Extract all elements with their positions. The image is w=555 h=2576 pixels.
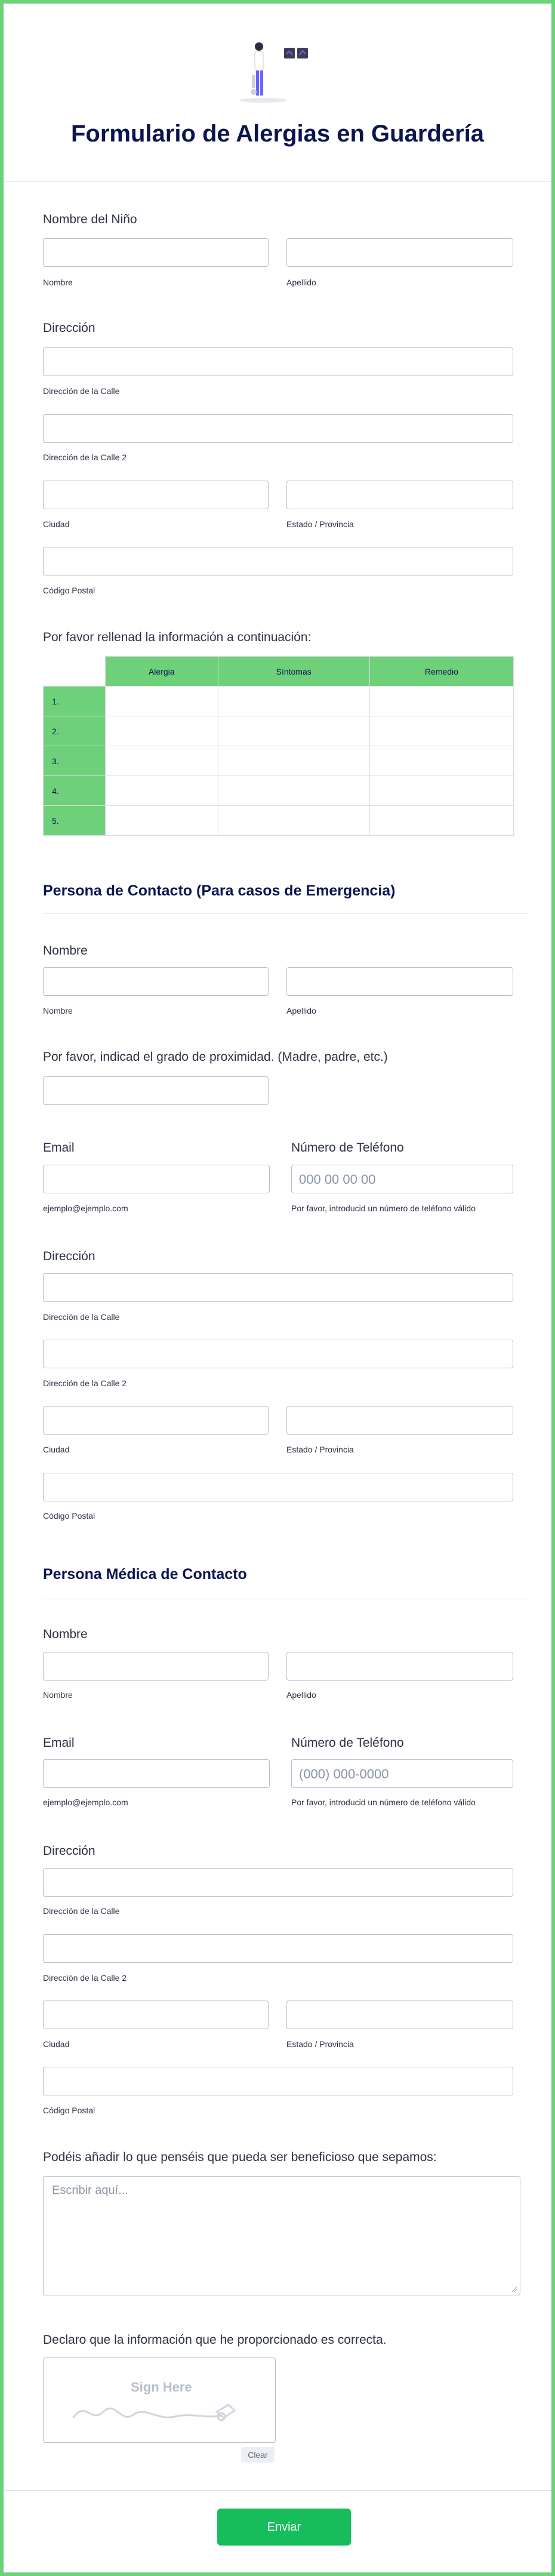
table-cell-input[interactable] [369,776,513,806]
relation-input[interactable] [43,1076,269,1105]
notes-placeholder: Escribir aquí... [52,2184,128,2197]
table-row [44,806,514,836]
medical-email-sublabel: ejemplo@ejemplo.com [43,1798,128,1807]
medical-state-sublabel: Estado / Provincia [286,2039,354,2049]
emergency-street2-input[interactable] [43,1340,513,1368]
emergency-zip-sublabel: Código Postal [43,1511,95,1521]
medical-last-name-input[interactable] [286,1652,513,1681]
header-divider [4,181,551,182]
table-cell-input[interactable] [218,776,369,806]
table-cell-input[interactable] [218,716,369,746]
table-cell-input[interactable] [218,746,369,776]
emergency-name-label: Nombre [43,944,88,958]
medical-section-title: Persona Médica de Contacto [43,1566,247,1583]
column-header-remedy: Remedio [369,657,513,687]
street-sublabel: Dirección de la Calle [43,386,120,396]
emergency-street-input[interactable] [43,1273,513,1302]
medical-first-sublabel: Nombre [43,1690,73,1700]
table-cell-input[interactable] [106,716,218,746]
medical-address-label: Dirección [43,1844,95,1858]
emergency-phone-input[interactable]: 000 00 00 00 [291,1165,513,1193]
emergency-phone-sublabel: Por favor, introducid un número de teléfono válido [291,1204,476,1213]
medical-city-sublabel: Ciudad [43,2039,70,2049]
medical-state-input[interactable] [286,2001,513,2029]
column-header-allergy: Alergia [106,657,218,687]
table-cell-input[interactable] [369,716,513,746]
emergency-email-label: Email [43,1141,75,1155]
zip-sublabel: Código Postal [43,586,95,595]
table-row [44,776,514,806]
emergency-state-sublabel: Estado / Provincia [286,1445,354,1454]
emergency-first-name-input[interactable] [43,967,269,996]
emergency-street-sublabel: Dirección de la Calle [43,1312,120,1322]
page-title: Formulario de Alergias en Guardería [70,121,485,147]
emergency-zip-input[interactable] [43,1473,513,1501]
table-cell-input[interactable] [369,806,513,836]
child-last-name-sublabel: Apellido [286,278,316,287]
medical-last-sublabel: Apellido [286,1690,316,1700]
emergency-section-title: Persona de Contacto (Para casos de Emergencia) [43,882,396,899]
doctor-illustration-icon [236,39,326,105]
resize-handle-icon[interactable] [510,2285,517,2292]
medical-zip-sublabel: Código Postal [43,2106,95,2115]
medical-zip-input[interactable] [43,2067,513,2095]
table-cell-input[interactable] [106,776,218,806]
table-row [44,746,514,776]
medical-phone-sublabel: Por favor, introducid un número de teléfono válido [291,1798,476,1807]
table-cell-input[interactable] [369,746,513,776]
signature-placeholder: Sign Here [131,2380,192,2395]
medical-name-label: Nombre [43,1627,88,1641]
medical-street-input[interactable] [43,1868,513,1897]
row-header: 2. [44,716,106,746]
emergency-divider [43,913,528,914]
emergency-street2-sublabel: Dirección de la Calle 2 [43,1378,127,1388]
emergency-state-input[interactable] [286,1406,513,1435]
submit-button[interactable]: Enviar [217,2509,351,2546]
child-last-name-input[interactable] [286,238,513,267]
footer-divider [4,2490,551,2491]
emergency-city-sublabel: Ciudad [43,1445,70,1454]
medical-street-sublabel: Dirección de la Calle [43,1906,120,1916]
medical-phone-input[interactable]: (000) 000-0000 [291,1759,513,1788]
emergency-address-label: Dirección [43,1249,95,1263]
medical-first-name-input[interactable] [43,1652,269,1681]
allergy-table [43,656,514,836]
address-label: Dirección [43,321,95,335]
medical-city-input[interactable] [43,2001,269,2029]
emergency-phone-label: Número de Teléfono [291,1141,404,1155]
allergy-table-label: Por favor rellenad la información a continuación: [43,630,312,644]
signature-scribble-icon [67,2394,258,2430]
city-sublabel: Ciudad [43,519,70,529]
row-header: 3. [44,746,106,776]
table-row [44,716,514,746]
table-cell-input[interactable] [369,687,513,716]
street2-input[interactable] [43,414,513,443]
medical-phone-label: Número de Teléfono [291,1736,404,1750]
child-first-name-input[interactable] [43,238,269,267]
table-cell-input[interactable] [106,746,218,776]
child-name-label: Nombre del Niño [43,213,137,226]
emergency-first-sublabel: Nombre [43,1006,73,1015]
table-cell-input[interactable] [106,687,218,716]
table-corner [44,657,106,687]
zip-input[interactable] [43,547,513,575]
medical-street2-input[interactable] [43,1934,513,1963]
street-input[interactable] [43,347,513,376]
table-cell-input[interactable] [218,687,369,716]
relation-label: Por favor, indicad el grado de proximidad. (Madre, padre, etc.) [43,1050,388,1064]
signature-pad[interactable] [43,2358,276,2443]
row-header: 1. [44,687,106,716]
notes-textarea[interactable] [43,2176,520,2295]
notes-label: Podéis añadir lo que penséis que pueda ser beneficioso que sepamos: [43,2150,437,2164]
emergency-email-sublabel: ejemplo@ejemplo.com [43,1204,128,1213]
clear-signature-button[interactable]: Clear [241,2447,275,2463]
table-cell-input[interactable] [218,806,369,836]
city-input[interactable] [43,481,269,509]
table-row [44,687,514,716]
state-sublabel: Estado / Provincia [286,519,354,529]
medical-street2-sublabel: Dirección de la Calle 2 [43,1973,127,1983]
emergency-email-input[interactable] [43,1165,270,1193]
row-header: 5. [44,806,106,836]
table-cell-input[interactable] [106,806,218,836]
emergency-last-sublabel: Apellido [286,1006,316,1015]
column-header-symptoms: Síntomas [218,657,369,687]
emergency-city-input[interactable] [43,1406,269,1435]
state-input[interactable] [286,481,513,509]
signature-label: Declaro que la información que he proporcionado es correcta. [43,2333,387,2347]
medical-email-label: Email [43,1736,75,1750]
medical-email-input[interactable] [43,1759,270,1788]
street2-sublabel: Dirección de la Calle 2 [43,453,127,462]
row-header: 4. [44,776,106,806]
child-first-name-sublabel: Nombre [43,278,73,287]
emergency-last-name-input[interactable] [286,967,513,996]
